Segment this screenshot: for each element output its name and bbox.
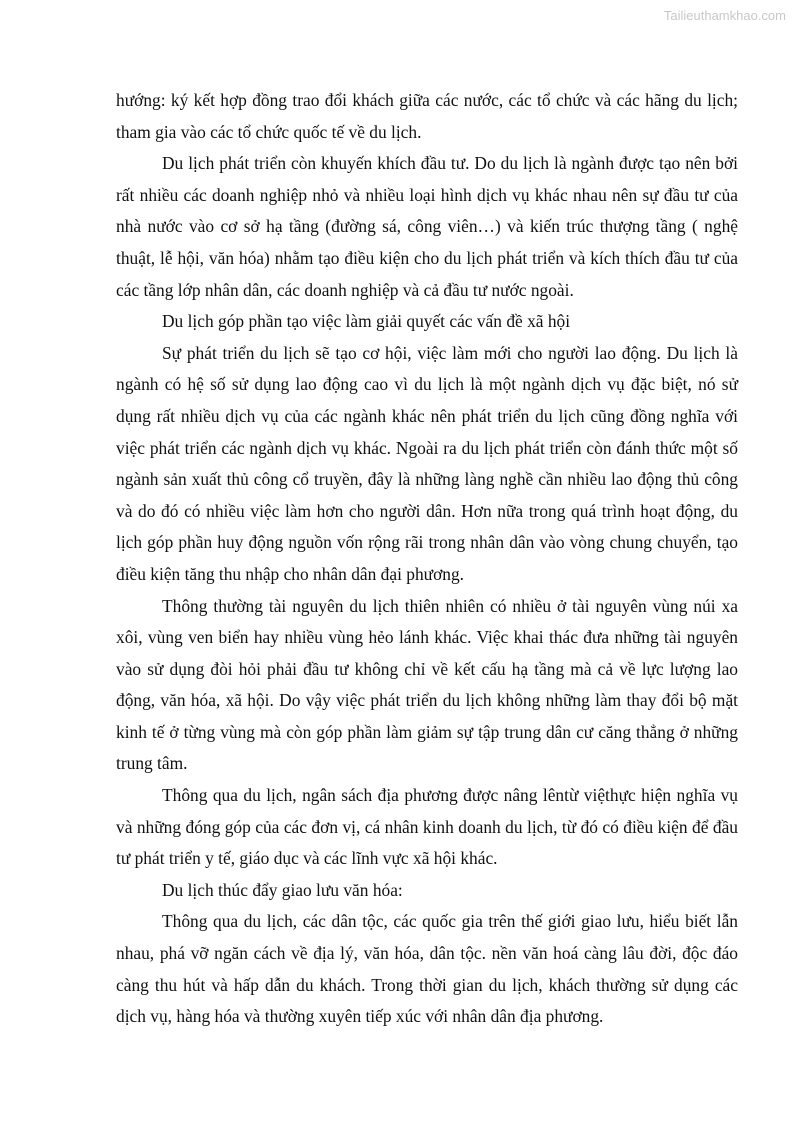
paragraph-2: Du lịch phát triển còn khuyến khích đầu tư. Do du lịch là ngành được tạo nên bởi rất nhiều các doanh nghiệp nhỏ và nhiều loại hình dịch vụ khác nhau nên sự đầu tư của nhà nước vào cơ sở hạ tầng (đường sá, công viên…) và kiến trúc thượng tầng ( nghệ thuật, lễ hội, văn hóa) nhằm tạo điều kiện cho du lịch phát triển và kích thích đầu tư của các tầng lớp nhân dân, các doanh nghiệp và cả đầu tư nước ngoài. bbox=[116, 153, 738, 300]
paragraph-3: Du lịch góp phần tạo việc làm giải quyết các vấn đề xã hội bbox=[162, 311, 571, 332]
document-body bbox=[116, 85, 738, 1033]
paragraph-1: hướng: ký kết hợp đồng trao đổi khách giữa các nước, các tổ chức và các hãng du lịch; tham gia vào các tổ chức quốc tế về du lịch. bbox=[116, 90, 738, 142]
paragraph-8: Thông qua du lịch, các dân tộc, các quốc gia trên thế giới giao lưu, hiểu biết lẫn nhau, phá vỡ ngăn cách về địa lý, văn hóa, dân tộc. nền văn hoá càng lâu đời, độc đáo càng thu hút và hấp dẫn du khách. Trong thời gian du lịch, khách thường sử dụng các dịch vụ, hàng hóa và thường xuyên tiếp xúc với nhân dân địa phương. bbox=[116, 911, 738, 1027]
paragraph-5: Thông thường tài nguyên du lịch thiên nhiên có nhiều ở tài nguyên vùng núi xa xôi, vùng ven biển hay nhiều vùng hẻo lánh khác. Việc khai thác đưa những tài nguyên vào sử dụng đòi hỏi phải đầu tư không chỉ về kết cấu hạ tầng mà cả về lực lượng lao động, văn hóa, xã hội. Do vậy việc phát triển du lịch không những làm thay đổi bộ mặt kinh tế ở từng vùng mà còn góp phần làm giảm sự tập trung dân cư căng thẳng ở những trung tâm. bbox=[116, 595, 738, 774]
paragraph-4: Sự phát triển du lịch sẽ tạo cơ hội, việc làm mới cho người lao động. Du lịch là ngành có hệ số sử dụng lao động cao vì du lịch là một ngành dịch vụ đặc biệt, nó sử dụng rất nhiều dịch vụ của các ngành khác nên phát triển du lịch cũng đồng nghĩa với việc phát triển các ngành dịch vụ khác. Ngoài ra du lịch phát triển còn đánh thức một số ngành sản xuất thủ công cổ truyền, đây là những làng nghề cần nhiều lao động thủ công và do đó có nhiều việc làm hơn cho người dân. Hơn nữa trong quá trình hoạt động, du lịch góp phần huy động nguồn vốn rộng rãi trong nhân dân vào vòng chung chuyển, tạo điều kiện tăng thu nhập cho nhân dân đại phương. bbox=[116, 342, 738, 584]
paragraph-6: Thông qua du lịch, ngân sách địa phương được nâng lêntừ việthực hiện nghĩa vụ và những đóng góp của các đơn vị, cá nhân kinh doanh du lịch, từ đó có điều kiện để đầu tư phát triển y tế, giáo dục và các lĩnh vực xã hội khác. bbox=[116, 785, 738, 869]
paragraph-7: Du lịch thúc đẩy giao lưu văn hóa: bbox=[162, 879, 403, 900]
watermark-text: Tailieuthamkhao.com bbox=[663, 8, 786, 23]
